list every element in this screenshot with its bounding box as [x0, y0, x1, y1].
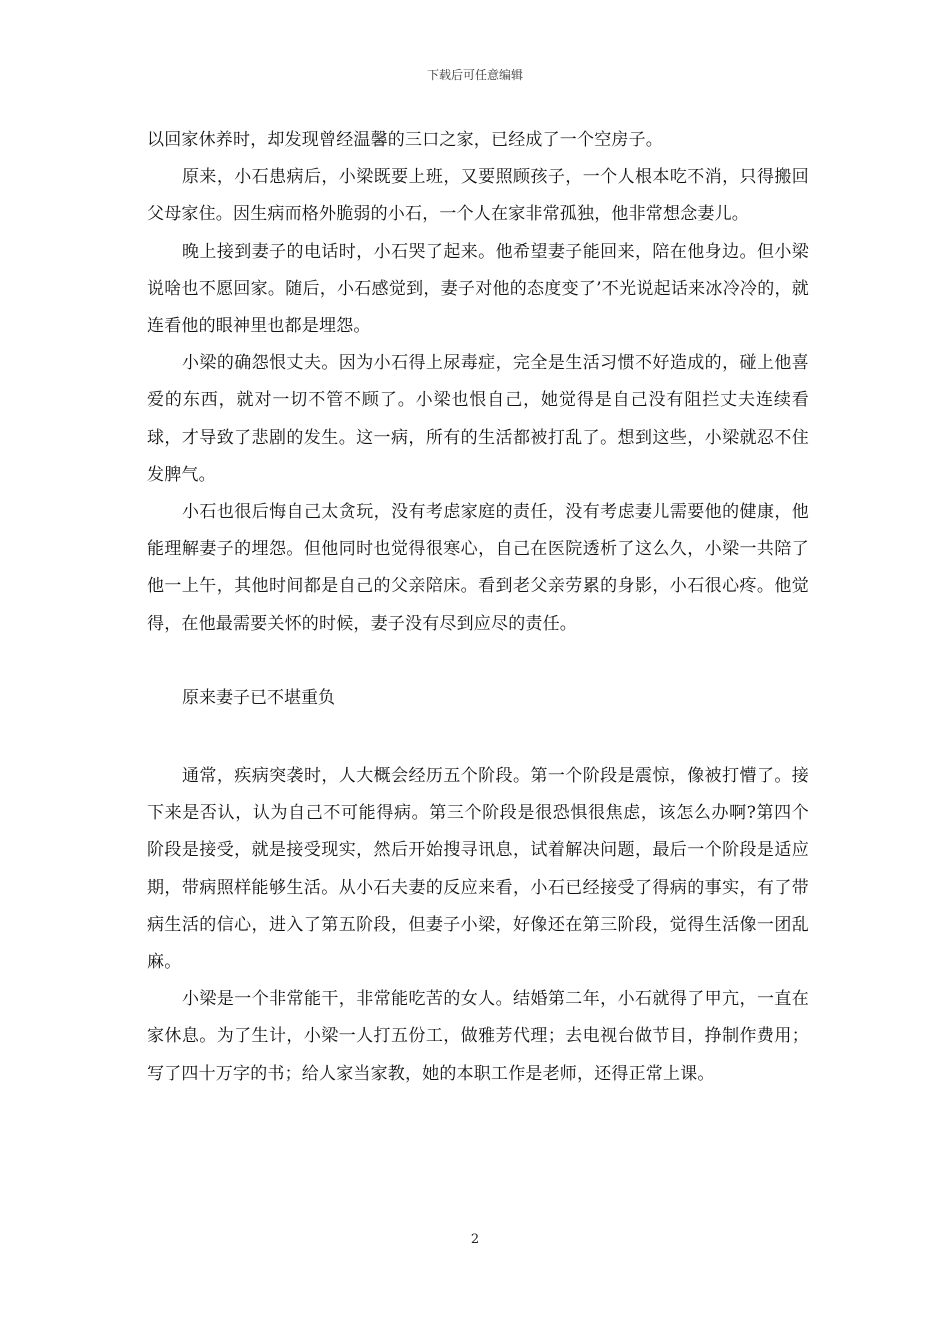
- paragraph: 小石也很后悔自己太贪玩，没有考虑家庭的责任，没有考虑妻儿需要他的健康，他能理解妻子的埋怨。但他同时也觉得很寒心，自己在医院透析了这么久，小梁一共陪了他一上午，其他时间都是自己的父亲陪床。看到老父亲劳累的身影，小石很心疼。他觉得，在他最需要关怀的时候，妻子没有尽到应尽的责任。: [147, 502, 809, 634]
- section-heading: 原来妻子已不堪重负: [182, 687, 335, 708]
- paragraph: 以回家休养时，却发现曾经温馨的三口之家，已经成了一个空房子。: [147, 130, 663, 150]
- blank-line: [147, 717, 809, 758]
- paragraph: 小梁的确怨恨丈夫。因为小石得上尿毒症，完全是生活习惯不好造成的，碰上他喜爱的东西，就对一切不管不顾了。小梁也恨自己，她觉得是自己没有阻拦丈夫连续看球，才导致了悲剧的发生。这一病，所有的生活都被打乱了。想到这些，小梁就忍不住发脾气。: [147, 353, 809, 485]
- page-number: 2: [470, 1232, 480, 1247]
- paragraph: 原来，小石患病后，小梁既要上班，又要照顾孩子，一个人根本吃不消，只得搬回父母家住。因生病而格外脆弱的小石，一个人在家非常孤独，他非常想念妻儿。: [147, 167, 809, 225]
- paragraph: 晚上接到妻子的电话时，小石哭了起来。他希望妻子能回来，陪在他身边。但小梁说啥也不愿回家。随后，小石感觉到，妻子对他的态度变了’不光说起话来冰冷冷的，就连看他的眼神里也都是埋怨。: [147, 241, 809, 337]
- page-header: 下载后可任意编辑: [426, 68, 523, 82]
- paragraph: 小梁是一个非常能干，非常能吃苦的女人。结婚第二年，小石就得了甲亢，一直在家休息。为了生计，小梁一人打五份工，做雅芳代理；去电视台做节目，挣制作费用；写了四十万字的书；给人家当家教，她的本职工作是老师，还得正常上课。: [147, 989, 809, 1084]
- blank-line: [147, 643, 809, 680]
- paragraph: 通常，疾病突袭时，人大概会经历五个阶段。第一个阶段是震惊，像被打懵了。接下来是否认，认为自己不可能得病。第三个阶段是很恐惧很焦虑，该怎么办啊?第四个阶段是接受，就是接受现实，然后开始搜寻讯息，试着解决问题，最后一个阶段是适应期，带病照样能够生活。从小石夫妻的反应来看，小石已经接受了得病的事实，有了带病生活的信心，进入了第五阶段，但妻子小梁，好像还在第三阶段，觉得生活像一团乱麻。: [147, 766, 809, 973]
- document-body: [147, 122, 809, 1093]
